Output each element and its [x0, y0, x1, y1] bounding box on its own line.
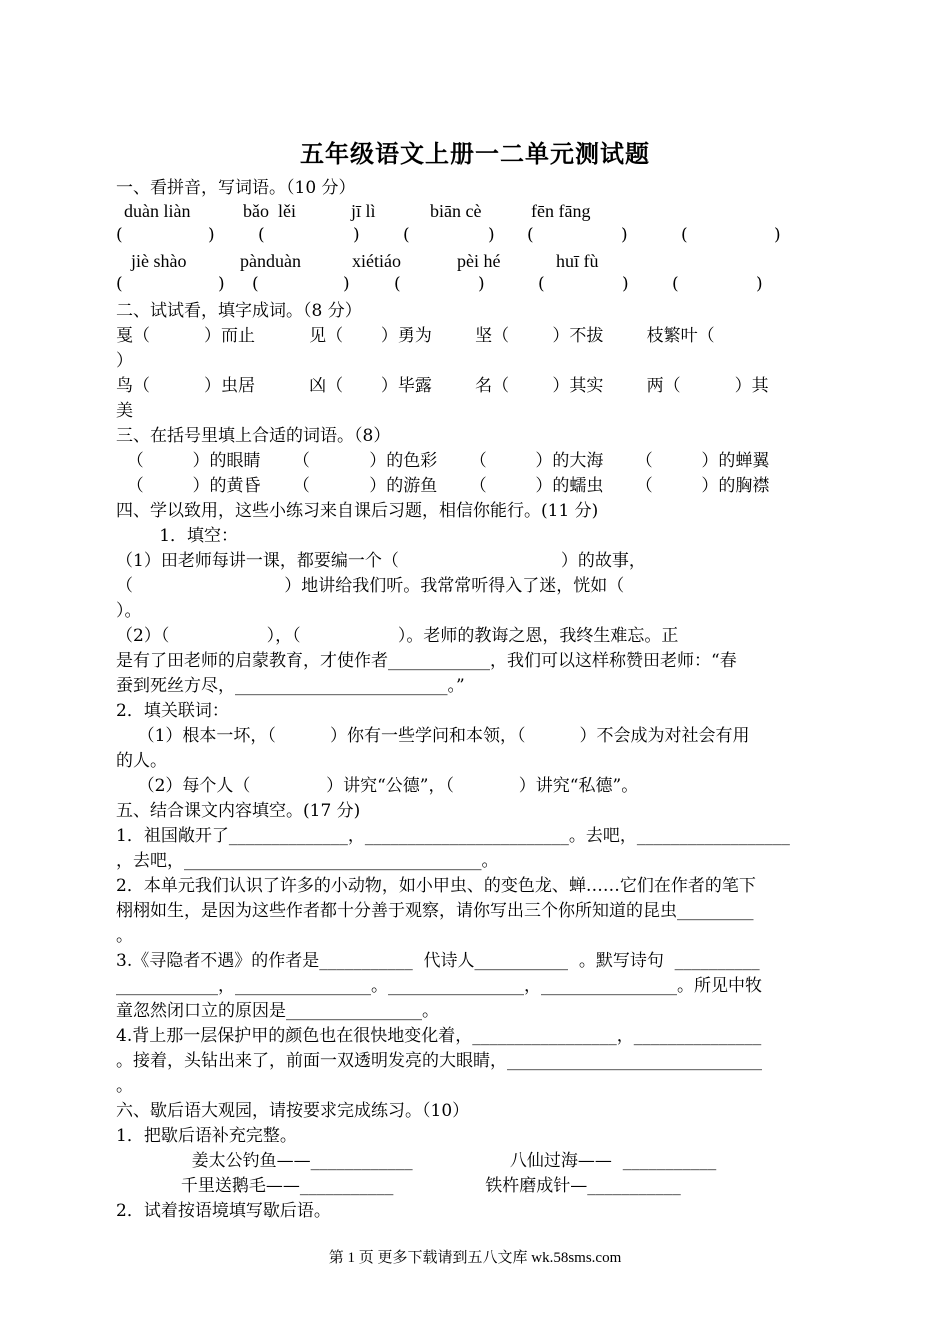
pinyin-1-4: biān cè	[430, 201, 482, 221]
s5-line-3: 2．本单元我们认识了许多的小动物，如小甲虫、的变色龙、蝉……它们在作者的笔下	[116, 876, 756, 896]
answer-blank[interactable]: (	[527, 225, 534, 245]
answer-blank[interactable]: (	[403, 225, 410, 245]
answer-blank-close: )	[622, 274, 629, 294]
answer-blank-close: )	[488, 225, 495, 245]
answer-blank-close: )	[621, 225, 628, 245]
pinyin-1-5: fēn fāng	[531, 201, 591, 221]
pinyin-1-3: jī lì	[351, 201, 376, 221]
subheading-context: 2．试着按语境填写歇后语。	[116, 1201, 331, 1221]
pinyin-1-1: duàn liàn	[124, 201, 191, 221]
pinyin-2-1: jiè shào	[131, 251, 187, 271]
s5-line-7: ____________，________________。________________，________________。所见中牧	[116, 976, 762, 996]
s4-line-6: 蚕到死丝方尽，_________________________。”	[116, 676, 465, 696]
section-1-heading: 一、看拼音，写词语。（10 分）	[116, 178, 356, 198]
subheading-complete: 1．把歇后语补充完整。	[116, 1126, 297, 1146]
s5-line-1: 1．祖国敞开了______________，________________________。去吧，__________________	[116, 826, 790, 846]
pinyin-2-3: xiétiáo	[352, 251, 401, 271]
answer-blank-close: )	[343, 274, 350, 294]
s5-line-11: 。	[116, 1076, 133, 1096]
pinyin-1-2: bǎo lěi	[243, 201, 296, 221]
idiom-line-1b: ）	[116, 351, 133, 371]
page-footer: 第 1 页 更多下载请到五八文库 wk.58sms.com	[328, 1250, 622, 1266]
answer-blank-close: )	[478, 274, 485, 294]
page-title: 五年级语文上册一二单元测试题	[300, 139, 650, 168]
section-2-heading: 二、试试看，填字成词。（8 分）	[116, 301, 362, 321]
subheading-fill: 1．填空：	[116, 526, 239, 546]
fill-words-line-2: （ ）的黄昏 （ ）的游鱼 （ ）的蠕虫 （ ）的胸襟	[116, 476, 770, 496]
section-3-heading: 三、在括号里填上合适的词语。（8）	[116, 426, 391, 446]
s4-line-7: （1）根本一坏，（ ）你有一些学问和本领，（ ）不会成为对社会有用	[116, 726, 750, 746]
s4-line-8: 的人。	[116, 751, 167, 771]
answer-blank[interactable]: (	[394, 274, 401, 294]
answer-blank[interactable]: (	[116, 274, 123, 294]
s5-line-6: 3.《寻隐者不遇》的作者是___________ 代诗人___________ 。默写诗句 __________	[116, 951, 760, 971]
s5-line-4: 栩栩如生，是因为这些作者都十分善于观察，请你写出三个你所知道的昆虫_________	[116, 901, 754, 921]
fill-words-line-1: （ ）的眼睛 （ ）的色彩 （ ）的大海 （ ）的蝉翼	[116, 451, 770, 471]
answer-blank[interactable]: (	[258, 225, 265, 245]
answer-blank[interactable]: (	[538, 274, 545, 294]
answer-blank-close: )	[218, 274, 225, 294]
s4-line-2: （ ）地讲给我们听。我常常听得入了迷，恍如（	[116, 576, 625, 596]
s5-line-8: 童忽然闭口立的原因是________________。	[116, 1001, 439, 1021]
pinyin-2-4: pèi hé	[457, 251, 501, 271]
answer-blank-close: )	[353, 225, 360, 245]
s5-line-9: 4.背上那一层保护甲的颜色也在很快地变化着，_________________，_______________	[116, 1026, 762, 1046]
s4-line-4: （2）（ ），（ ）。老师的教诲之恩，我终生难忘。正	[116, 626, 679, 646]
pinyin-2-2: pànduàn	[240, 251, 301, 271]
answer-blank[interactable]: (	[672, 274, 679, 294]
xiehouyu-line-1: 姜太公钓鱼——____________ 八仙过海—— ___________	[116, 1151, 717, 1171]
idiom-line-2: 鸟（ ）虫居 凶（ ）毕露 名（ ）其实 两（ ）其	[116, 376, 769, 396]
s5-line-2: ，去吧，___________________________________。	[116, 851, 499, 871]
idiom-line-1: 戛（ ）而止 见（ ）勇为 坚（ ）不拔 枝繁叶（	[116, 326, 715, 346]
idiom-line-2b: 美	[116, 401, 133, 421]
answer-blank-close: )	[208, 225, 215, 245]
s5-line-10: 。接着，头钻出来了，前面一双透明发亮的大眼睛，______________________________	[116, 1051, 762, 1071]
s4-line-9: （2）每个人（ ）讲究“公德”，（ ）讲究“私德”。	[116, 776, 639, 796]
s5-line-5: 。	[116, 926, 133, 946]
pinyin-2-5: huī fù	[556, 251, 599, 271]
s4-line-3: ）。	[116, 601, 142, 621]
section-4-heading: 四、学以致用，这些小练习来自课后习题，相信你能行。(11 分)	[116, 501, 599, 521]
subheading-conjunctions: 2．填关联词：	[116, 701, 229, 721]
answer-blank-close: )	[774, 225, 781, 245]
answer-blank-close: )	[756, 274, 763, 294]
section-6-heading: 六、歇后语大观园，请按要求完成练习。（10）	[116, 1101, 470, 1121]
s4-line-5: 是有了田老师的启蒙教育，才使作者____________，我们可以这样称赞田老师：“春	[116, 651, 737, 671]
section-5-heading: 五、结合课文内容填空。(17 分)	[116, 801, 361, 821]
s4-line-1: （1）田老师每讲一课，都要编一个（ ）的故事，	[116, 551, 646, 571]
xiehouyu-line-2: 千里送鹅毛——___________ 铁杵磨成针—___________	[116, 1176, 681, 1196]
answer-blank[interactable]: (	[681, 225, 688, 245]
answer-blank[interactable]: (	[252, 274, 259, 294]
answer-blank[interactable]: (	[116, 225, 123, 245]
